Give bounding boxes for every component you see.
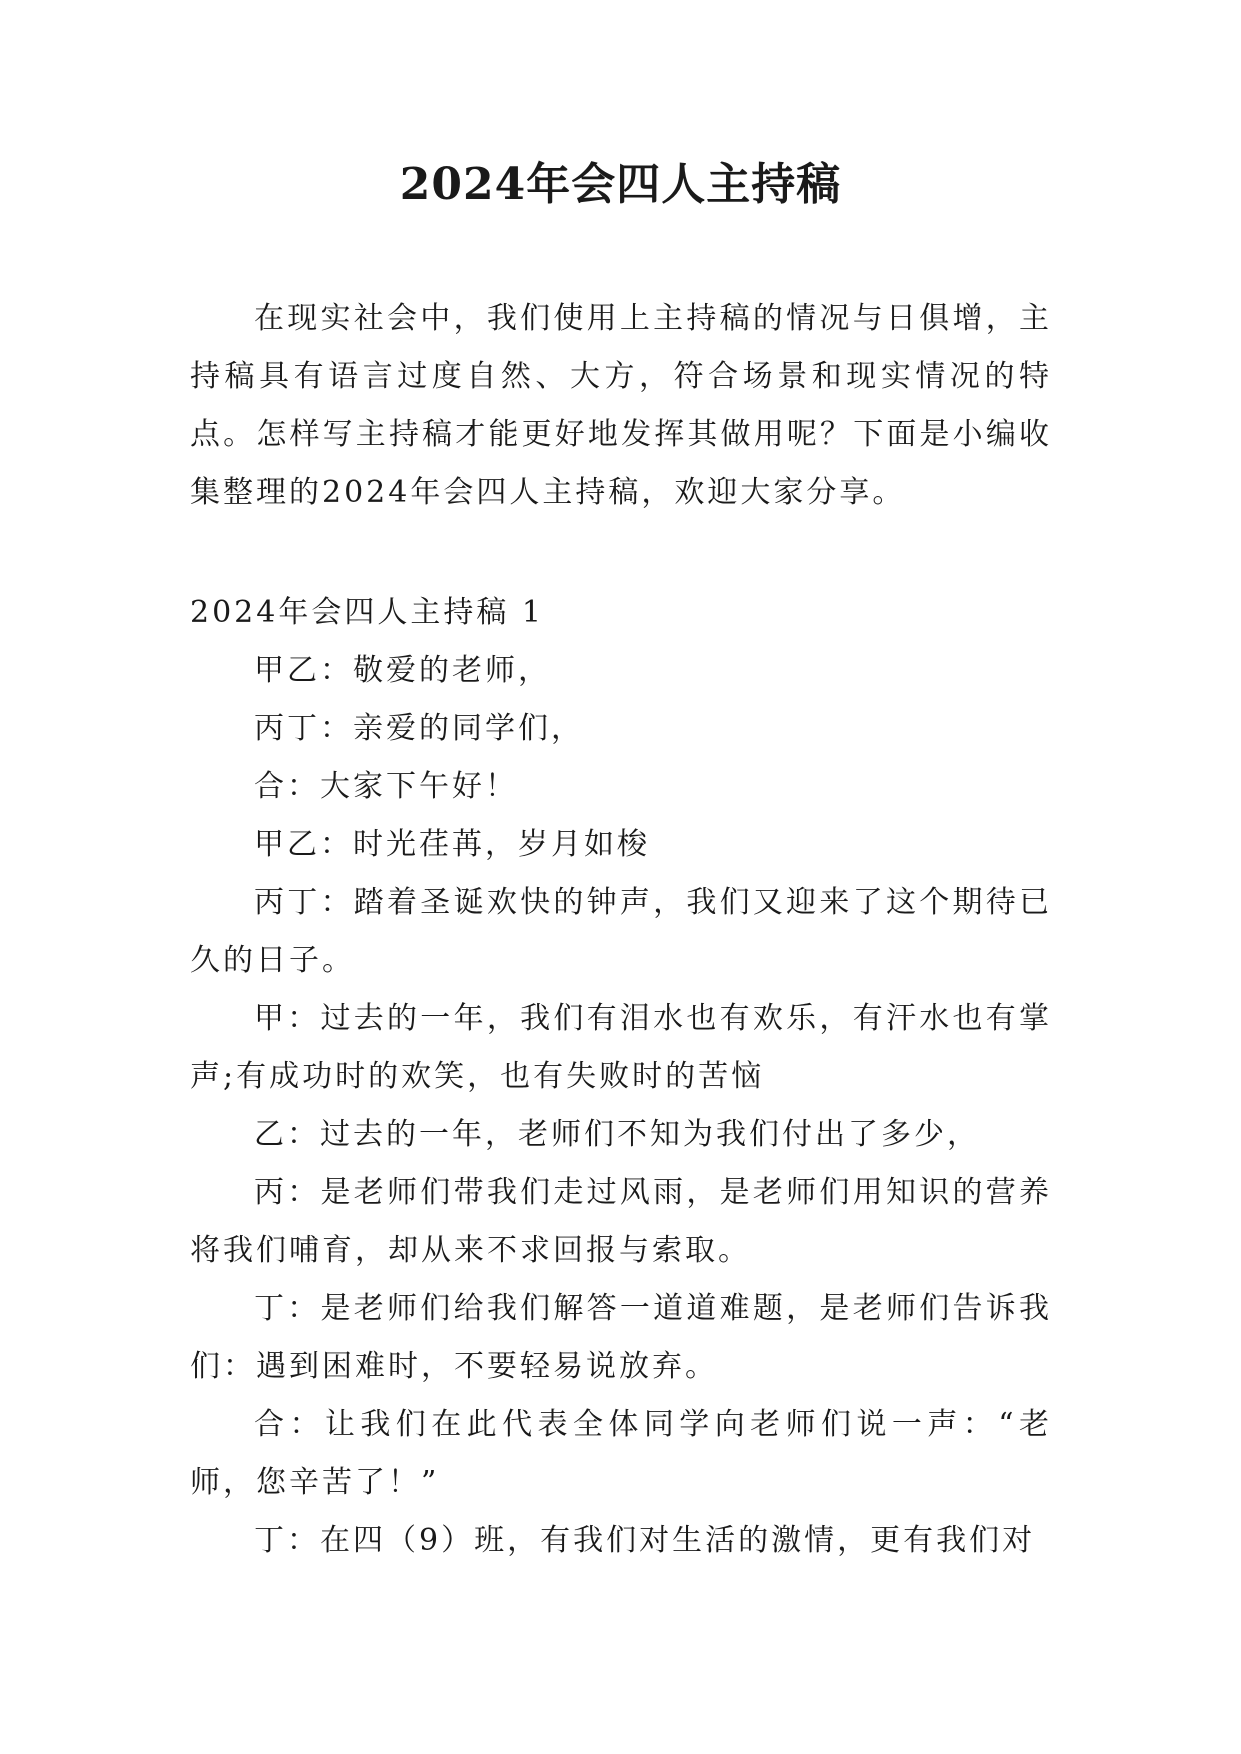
script-line: 合：大家下午好！	[254, 769, 518, 804]
page-title: 2024年会四人主持稿	[399, 159, 842, 210]
script-line: 丁：在四（9）班，有我们对生活的激情，更有我们对	[254, 1523, 1036, 1558]
script-line: 甲乙：时光荏苒，岁月如梭	[254, 827, 650, 862]
script-line: 丙丁：亲爱的同学们，	[254, 711, 584, 746]
script-line: 乙：过去的一年，老师们不知为我们付出了多少，	[254, 1117, 980, 1152]
script-line: 丙：是老师们带我们走过风雨，是老师们用知识的营养将我们哺育，却从来不求回报与索取。	[190, 1175, 1052, 1268]
script-line: 丙丁：踏着圣诞欢快的钟声，我们又迎来了这个期待已久的日子。	[190, 885, 1052, 978]
script-line: 甲：过去的一年，我们有泪水也有欢乐，有汗水也有掌声;有成功时的欢笑，也有失败时的苦恼	[190, 1001, 1052, 1094]
script-line: 甲乙：敬爱的老师，	[254, 653, 551, 688]
script-line: 丁：是老师们给我们解答一道道难题，是老师们告诉我们：遇到困难时，不要轻易说放弃。	[190, 1291, 1052, 1384]
intro-paragraph: 在现实社会中，我们使用上主持稿的情况与日俱增，主持稿具有语言过度自然、大方，符合场景和现实情况的特点。怎样写主持稿才能更好地发挥其做用呢？下面是小编收集整理的2024年会四人主持稿，欢迎大家分享。	[190, 301, 1052, 510]
section-heading: 2024年会四人主持稿 1	[190, 595, 544, 630]
document-body	[190, 290, 1052, 1570]
script-line: 合：让我们在此代表全体同学向老师们说一声：“老师，您辛苦了！”	[190, 1407, 1052, 1500]
